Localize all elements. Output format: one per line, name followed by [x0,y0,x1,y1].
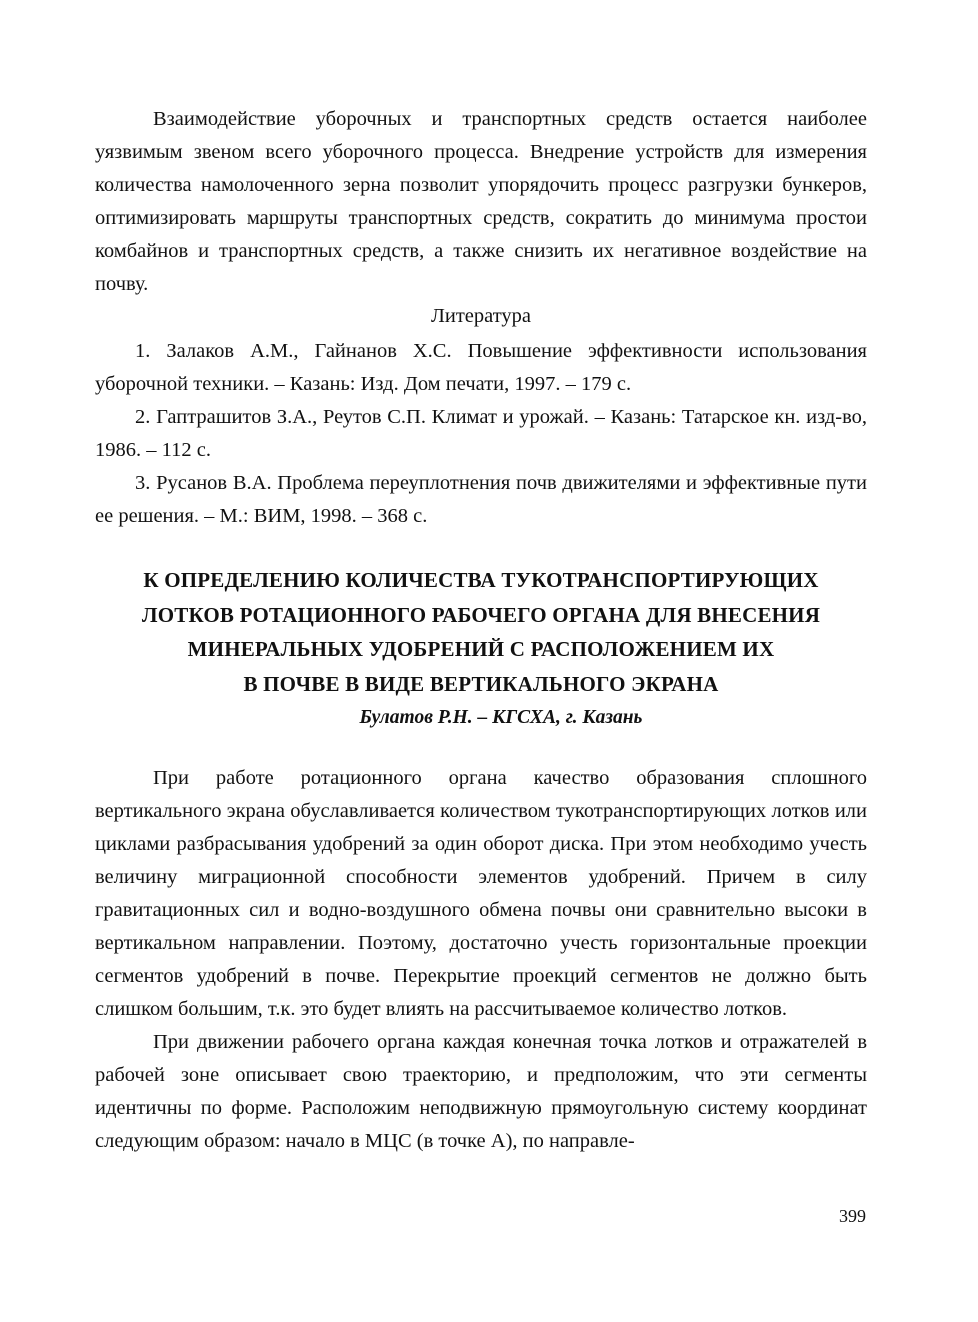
literature-item: 2. Гаптрашитов З.А., Реутов С.П. Климат и урожай. – Казань: Татарское кн. изд-во, 1986. – 112 с. [95,406,867,461]
literature-item: 3. Русанов В.А. Проблема переуплотнения почв движителями и эффективные пути ее решения. – М.: ВИМ, 1998. – 368 с. [95,472,867,527]
article-title-line: К ОПРЕДЕЛЕНИЮ КОЛИЧЕСТВА ТУКОТРАНСПОРТИРУЮЩИХ [143,568,819,592]
literature-heading: Литература [430,305,532,327]
article-body [95,762,867,1158]
article-authors: Булатов Р.Н. – КГСХА, г. Казань [359,707,643,728]
intro-paragraph: Взаимодействие уборочных и транспортных средств остается наиболее уязвимым звеном всего уборочного процесса. Внедрение устройств для измерения количества намолоченного зерна позволит упорядочить процесс разгрузки бункеров, оптимизировать маршруты транспортных средств, сократить до минимума простои комбайнов и транспортных средств, а также снизить их негативное воздействие на почву. [95,108,867,295]
body-paragraph: При работе ротационного органа качество образования сплошного вертикального экрана обуславливается количеством тукотранспортирующих лотков или циклами разбрасывания удобрений за один оборот диска. При этом необходимо учесть величину миграционной способности элементов удобрений. Причем в силу гравитационных сил и водно-воздушного обмена почвы они сравнительно высоки в вертикальном направлении. Поэтому, достаточно учесть горизонтальные проекции сегментов удобрений в почве. Перекрытие проекций сегментов не должно быть слишком большим, т.к. это будет влиять на рассчитываемое количество лотков. [95,767,867,1020]
literature-list [95,335,867,533]
article-title [95,563,867,735]
page-number: 399 [839,1206,866,1226]
intro-section [95,103,867,301]
literature-item: 1. Залаков А.М., Гайнанов Х.С. Повышение эффективности использования уборочной техники. – Казань: Изд. Дом печати, 1997. – 179 с. [95,340,867,395]
article-title-line: ЛОТКОВ РОТАЦИОННОГО РАБОЧЕГО ОРГАНА ДЛЯ ВНЕСЕНИЯ [141,602,821,627]
article-title-line: В ПОЧВЕ В ВИДЕ ВЕРТИКАЛЬНОГО ЭКРАНА [243,671,719,696]
body-paragraph: При движении рабочего органа каждая конечная точка лотков и отражателей в рабочей зоне описывает свою траекторию, и предположим, что эти сегменты идентичны по форме. Расположим неподвижную прямоугольную систему координат следующим образом: начало в МЦС (в точке А), по направле- [95,1031,867,1152]
article-title-line: МИНЕРАЛЬНЫХ УДОБРЕНИЙ С РАСПОЛОЖЕНИЕМ ИХ [187,637,775,661]
